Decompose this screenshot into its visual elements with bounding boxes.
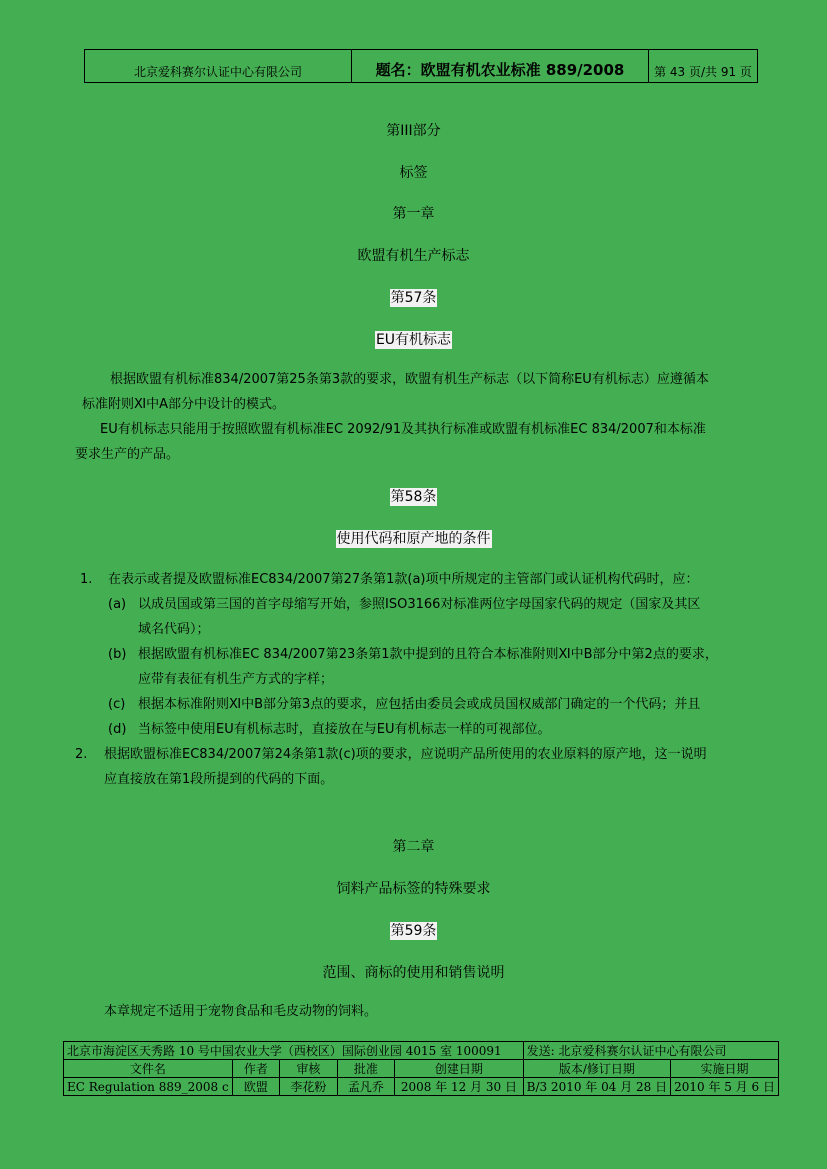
footer-created-date: 2008 年 12 月 30 日 xyxy=(395,1078,523,1096)
footer-sendto: 发送: 北京爱科赛尔认证中心有限公司 xyxy=(523,1042,778,1060)
article59-title: 范围、商标的使用和销售说明 xyxy=(322,965,505,981)
article58-heading: 第58条 xyxy=(390,489,437,505)
part-heading: 第III部分 xyxy=(386,123,441,139)
item-c-text: 根据本标准附则Ⅺ中B部分第3点的要求，应包括由委员会或成员国权威部门确定的一个代码；并且 xyxy=(138,697,701,712)
item-a-label: (a) xyxy=(108,597,127,612)
article57-para1-line1: 根据欧盟有机标准834/2007第25条第3款的要求，欧盟有机生产标志（以下简称EU有机标志）应遵循本 xyxy=(110,372,709,387)
item2-line2: 应直接放在第1段所提到的代码的下面。 xyxy=(104,772,334,787)
article57-para1-line2: 标准附则Ⅺ中A部分中设计的模式。 xyxy=(82,397,286,412)
article57-para2-line2: 要求生产的产品。 xyxy=(75,447,180,462)
article59-para: 本章规定不适用于宠物食品和毛皮动物的饲料。 xyxy=(104,1004,378,1019)
footer-header-created: 创建日期 xyxy=(395,1060,523,1078)
item-c-label: (c) xyxy=(108,697,126,712)
chapter2-heading: 第二章 xyxy=(392,839,435,855)
footer-header-review: 审核 xyxy=(280,1060,338,1078)
footer-address: 北京市海淀区天秀路 10 号中国农业大学（西校区）国际创业园 4015 室 100091 xyxy=(64,1042,524,1060)
item2-number: 2. xyxy=(75,747,88,762)
page-header xyxy=(84,49,758,83)
article58-title: 使用代码和原产地的条件 xyxy=(336,531,491,547)
item1-text: 在表示或者提及欧盟标准EC834/2007第27条第1款(a)项中所规定的主管部门或认证机构代码时，应： xyxy=(108,572,699,587)
article57-para2-line1: EU有机标志只能用于按照欧盟有机标准EC 2092/91及其执行标准或欧盟有机标准EC 834/2007和本标准 xyxy=(100,422,706,437)
item2-line1: 根据欧盟标准EC834/2007第24条第1款(c)项的要求，应说明产品所使用的农业原料的原产地，这一说明 xyxy=(104,747,707,762)
footer-header-effective: 实施日期 xyxy=(671,1060,779,1078)
footer-approver: 孟凡乔 xyxy=(337,1078,395,1096)
chapter1-heading: 第一章 xyxy=(392,206,435,222)
header-company: 北京爱科赛尔认证中心有限公司 xyxy=(85,50,352,82)
footer-version-date: B/3 2010 年 04 月 28 日 xyxy=(523,1078,670,1096)
article57-title: EU有机标志 xyxy=(375,332,452,348)
footer-file-name: EC Regulation 889_2008 c xyxy=(64,1078,233,1096)
item-b-line1: 根据欧盟有机标准EC 834/2007第23条第1款中提到的且符合本标准附则Ⅺ中B部分中第2点的要求， xyxy=(138,647,718,662)
header-page-number: 第 43 页/共 91 页 xyxy=(654,65,752,79)
footer-header-version: 版本/修订日期 xyxy=(523,1060,670,1078)
item-a-line2: 域名代码）； xyxy=(138,622,210,637)
footer-author: 欧盟 xyxy=(232,1078,279,1096)
part-title: 标签 xyxy=(399,165,428,181)
item-a-line1: 以成员国或第三国的首字母缩写开始，参照ISO3166对标准两位字母国家代码的规定（国家及其区 xyxy=(138,597,701,612)
chapter2-title: 饲料产品标签的特殊要求 xyxy=(336,881,491,897)
item-b-label: (b) xyxy=(108,647,127,662)
footer-header-author: 作者 xyxy=(232,1060,279,1078)
header-title: 题名：欧盟有机农业标准 889/2008 xyxy=(352,50,649,82)
footer-header-file: 文件名 xyxy=(64,1060,233,1078)
article59-heading: 第59条 xyxy=(390,923,437,939)
footer-header-approve: 批准 xyxy=(337,1060,395,1078)
item-d-text: 当标签中使用EU有机标志时，直接放在与EU有机标志一样的可视部位。 xyxy=(138,722,551,737)
item1-number: 1. xyxy=(80,572,93,587)
item-d-label: (d) xyxy=(108,722,127,737)
article57-heading: 第57条 xyxy=(390,290,437,306)
chapter1-title: 欧盟有机生产标志 xyxy=(357,248,470,264)
page-footer-table xyxy=(63,1041,779,1096)
footer-reviewer: 李花粉 xyxy=(280,1078,338,1096)
item-b-line2: 应带有表征有机生产方式的字样； xyxy=(138,672,334,687)
footer-effective-date: 2010 年 5 月 6 日 xyxy=(671,1078,779,1096)
